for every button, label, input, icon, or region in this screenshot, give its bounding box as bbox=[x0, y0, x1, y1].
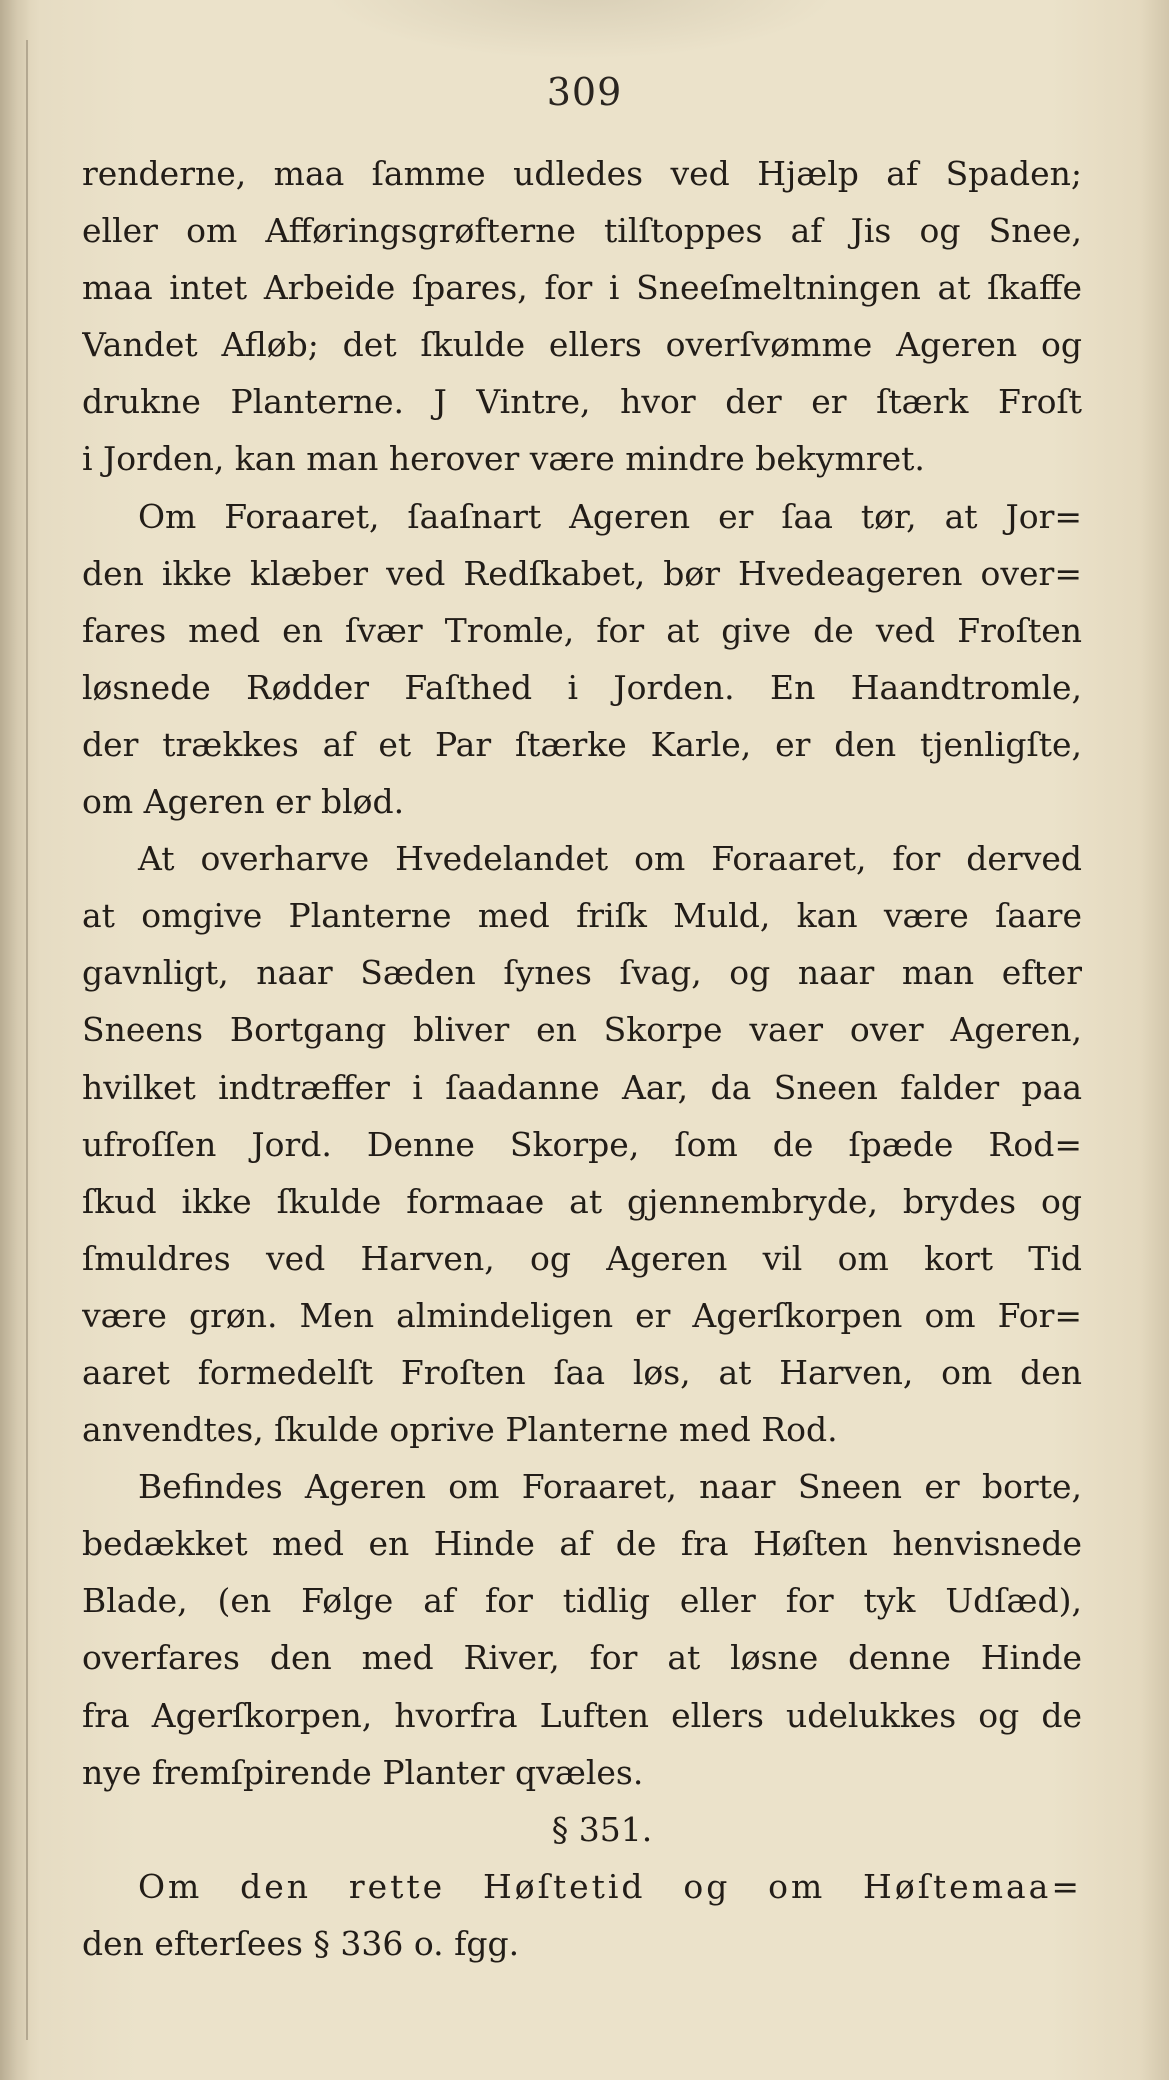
section-heading: § 351. bbox=[551, 1809, 653, 1849]
text-line: løsnede Rødder Faſthed i Jorden. En Haandtromle, bbox=[82, 667, 1082, 707]
text-line: nye fremſpirende Planter qvæles. bbox=[82, 1752, 644, 1792]
text-line: renderne, maa ſamme udledes ved Hjælp af Spaden; bbox=[82, 154, 1082, 193]
text-line: ſkud ikke ſkulde formaae at gjennembryde, brydes og bbox=[82, 1181, 1082, 1221]
text-line: i Jorden, kan man herover være mindre bekymret. bbox=[82, 439, 925, 479]
text-line: ufroſſen Jord. Denne Skorpe, ſom de ſpæde Rod= bbox=[82, 1124, 1082, 1164]
text-line: være grøn. Men almindeligen er Agerſkorpen om For= bbox=[82, 1295, 1082, 1335]
text-line: Sneens Bortgang bliver en Skorpe vaer over Ageren, bbox=[82, 1010, 1082, 1050]
text-line: der trækkes af et Par ſtærke Karle, er den tjenligſte, bbox=[82, 724, 1082, 764]
text-line: Blade, (en Følge af for tidlig eller for tyk Udſæd), bbox=[82, 1581, 1082, 1621]
text-line: om Ageren er blød. bbox=[82, 782, 405, 822]
text-line: maa intet Arbeide ſpares, for i Sneeſmeltningen at ſkaffe bbox=[82, 268, 1082, 308]
paper-stain bbox=[320, 0, 840, 60]
text-line: anvendtes, ſkulde oprive Planterne med Rod. bbox=[82, 1410, 838, 1450]
text-line: hvilket indtræffer i ſaadanne Aar, da Sneen falder paa bbox=[82, 1067, 1082, 1107]
paragraph-start-line: At overharve Hvedelandet om Foraaret, for derved bbox=[138, 839, 1082, 879]
text-line: drukne Planterne. J Vintre, hvor der er ſtærk Froſt bbox=[82, 382, 1082, 422]
text-line: at omgive Planterne med friſk Muld, kan være ſaare bbox=[82, 896, 1082, 936]
text-line: Vandet Afløb; det ſkulde ellers overſvømme Ageren og bbox=[82, 325, 1082, 365]
paragraph-start-line: Befindes Ageren om Foraaret, naar Sneen er borte, bbox=[138, 1467, 1082, 1507]
text-line: gavnligt, naar Sæden ſynes ſvag, og naar man efter bbox=[82, 953, 1082, 993]
text-line: den ikke klæber ved Redſkabet, bør Hvedeageren over= bbox=[82, 553, 1082, 593]
text-line: ſmuldres ved Harven, og Ageren vil om kort Tid bbox=[82, 1238, 1082, 1278]
text-line: fares med en ſvær Tromle, for at give de ved Froſten bbox=[82, 610, 1082, 650]
body-text bbox=[82, 145, 1082, 1972]
page-number: 309 bbox=[546, 70, 623, 114]
text-line: eller om Afføringsgrøfterne tilſtoppes af Jis og Snee, bbox=[82, 211, 1082, 251]
text-line: fra Agerſkorpen, hvorfra Luften ellers udelukkes og de bbox=[82, 1695, 1082, 1735]
text-line: den efterſees § 336 o. fgg. bbox=[82, 1923, 520, 1963]
paragraph-start-line: Om Foraaret, ſaaſnart Ageren er ſaa tør, at Jor= bbox=[138, 496, 1082, 536]
gutter-line bbox=[26, 40, 28, 2040]
text-line: aaret formedelſt Froſten ſaa løs, at Harven, om den bbox=[82, 1352, 1082, 1392]
text-line: bedækket med en Hinde af de fra Høſten henvisnede bbox=[82, 1524, 1082, 1564]
paragraph-start-line: Om den rette Høſtetid og om Høſtemaa= bbox=[138, 1866, 1082, 1906]
text-line: overfares den med River, for at løsne denne Hinde bbox=[82, 1638, 1082, 1678]
